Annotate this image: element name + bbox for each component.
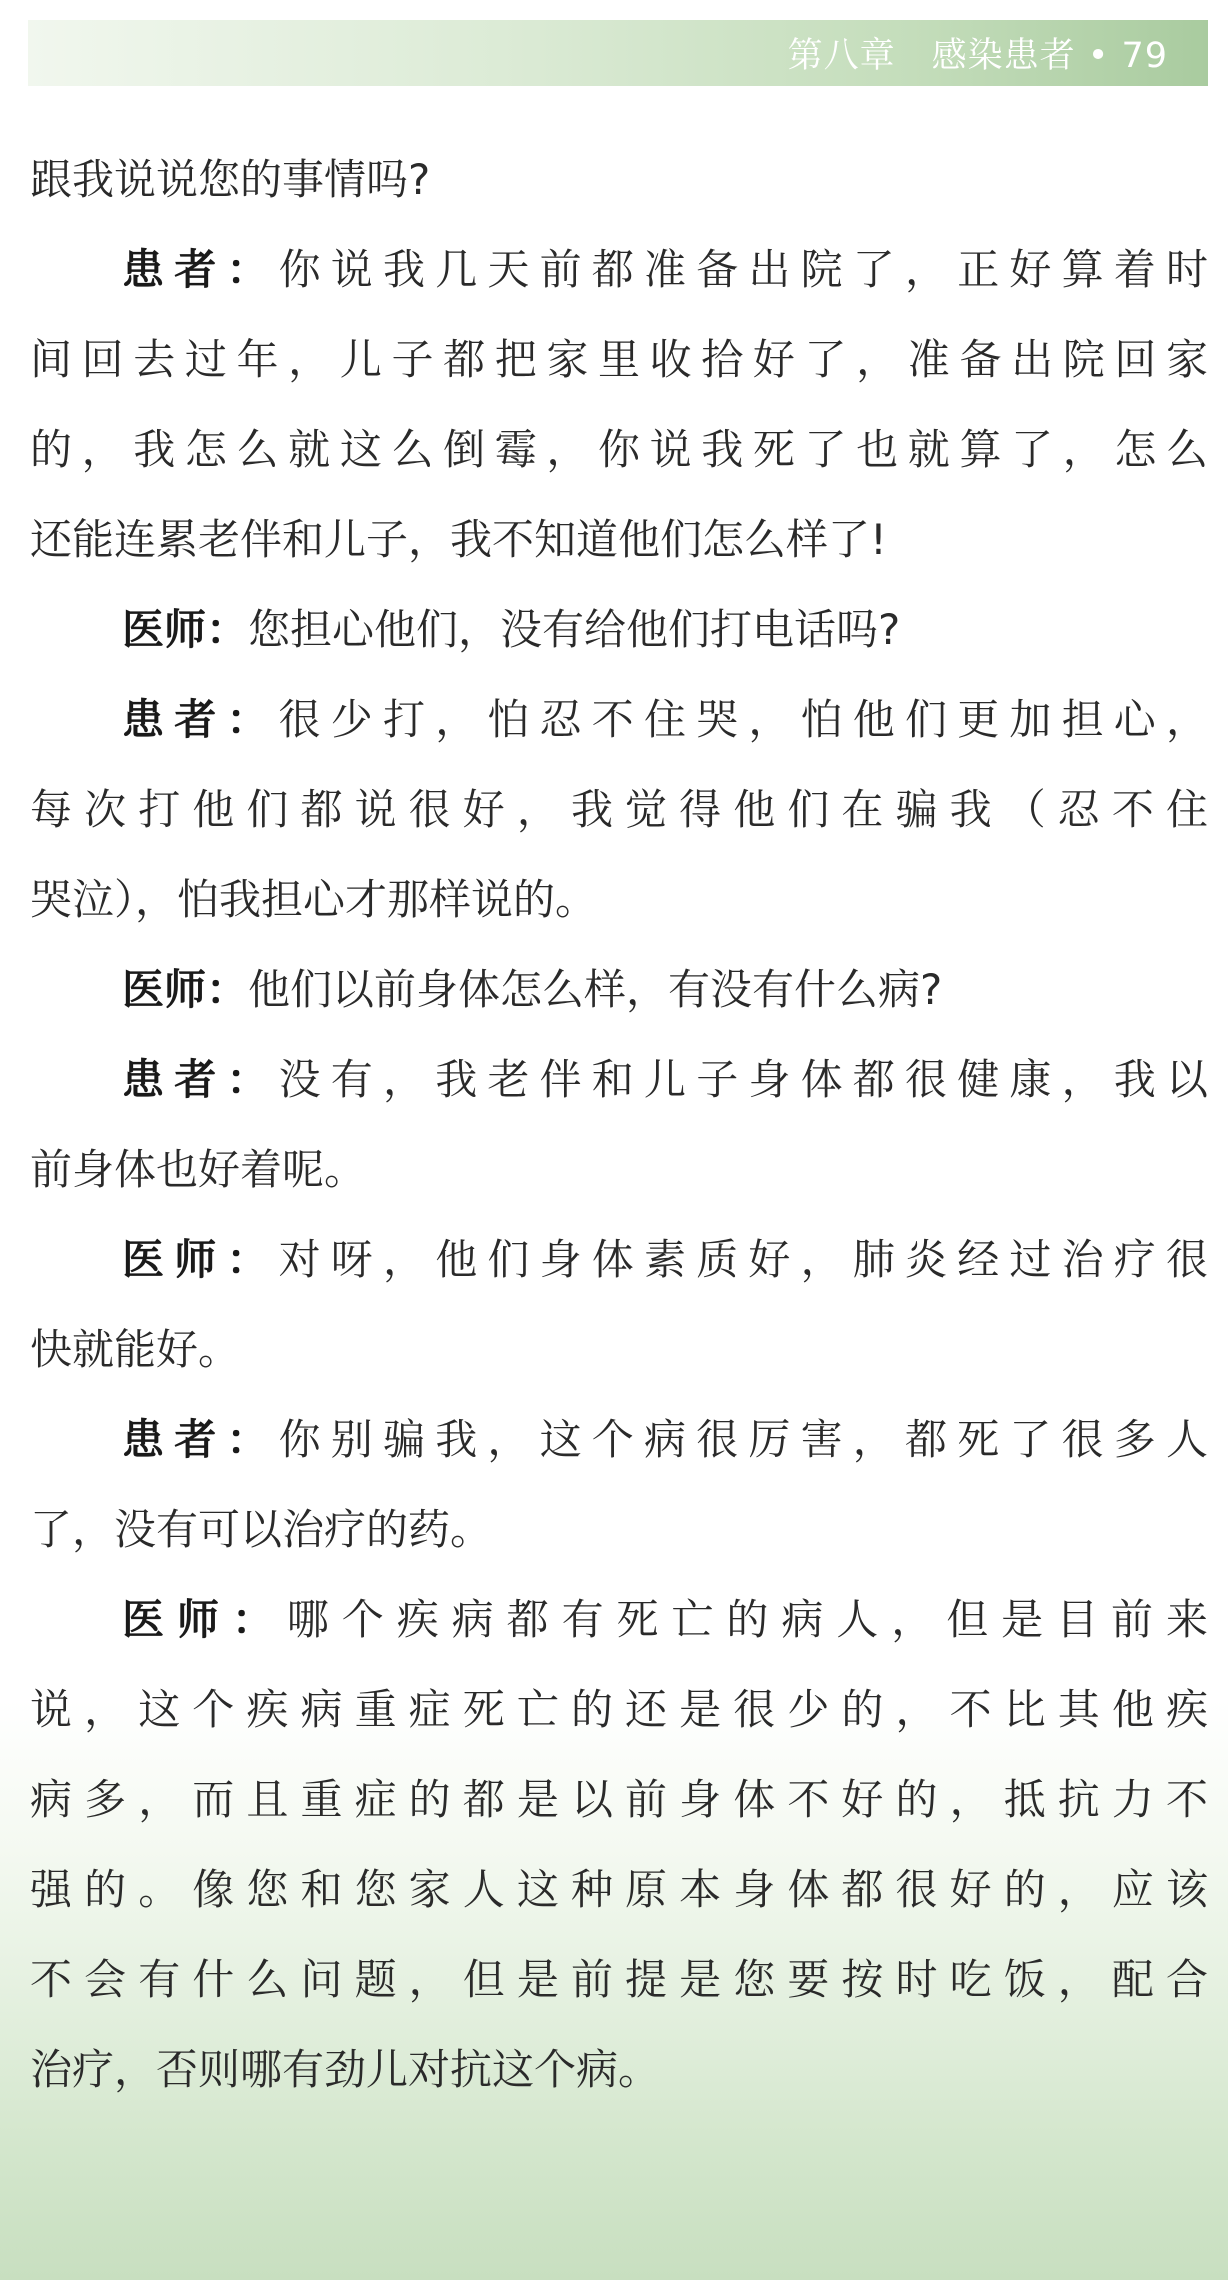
text-line [30,1935,1208,2025]
speaker-label: 医师： [122,1235,279,1284]
speaker-label: 患者： [122,1415,279,1464]
text-line [30,1845,1208,1935]
speaker-label: 医师： [122,965,249,1014]
text-line [30,2025,1208,2115]
line-text: 没有，我老伴和儿子身体都很健康，我以 [278,1055,1208,1104]
text-line [30,1575,1208,1665]
text-line [30,1755,1208,1845]
page-body [30,135,1208,2115]
line-text: 对呀，他们身体素质好，肺炎经过治疗很 [278,1235,1208,1284]
text-line [30,1305,1208,1395]
dialogue-paragraph [30,1215,1208,1395]
line-text: 每次打他们都说很好，我觉得他们在骗我（忍不住 [30,785,1208,834]
line-text: 治疗，否则哪有劲儿对抗这个病。 [30,2045,661,2094]
line-text: 病多，而且重症的都是以前身体不好的，抵抗力不 [30,1775,1208,1824]
line-text: 说，这个疾病重症死亡的还是很少的，不比其他疾 [30,1685,1208,1734]
running-header-bar [28,20,1208,86]
line-text: 的，我怎么就这么倒霉，你说我死了也就算了，怎么 [30,425,1208,474]
text-line [30,1035,1208,1125]
text-line [30,135,1208,225]
text-line [30,1395,1208,1485]
speaker-label: 患者： [122,245,279,294]
text-line [30,1485,1208,1575]
line-text: 还能连累老伴和儿子，我不知道他们怎么样了! [30,515,887,564]
running-header: 第八章 感染患者 • 79 [787,36,1168,76]
speaker-label: 医师： [122,605,249,654]
text-line [30,765,1208,855]
dialogue-paragraph [30,1035,1208,1215]
text-line [30,855,1208,945]
text-line [30,315,1208,405]
line-text: 了，没有可以治疗的药。 [30,1505,493,1554]
dialogue-paragraph [30,945,1208,1035]
line-text: 间回去过年，儿子都把家里收拾好了，准备出院回家 [30,335,1208,384]
speaker-label: 患者： [122,695,279,744]
text-line [30,225,1208,315]
text-line [30,675,1208,765]
dialogue-paragraph [30,1395,1208,1575]
text-line [30,1215,1208,1305]
dialogue-paragraph [30,675,1208,945]
line-text: 哪个疾病都有死亡的病人，但是目前来 [286,1595,1208,1644]
text-line [30,405,1208,495]
line-text: 您担心他们，没有给他们打电话吗? [248,605,901,654]
line-text: 前身体也好着呢。 [30,1145,367,1194]
dialogue-paragraph [30,585,1208,675]
speaker-label: 医师： [122,1595,287,1644]
line-text: 强的。像您和您家人这种原本身体都很好的，应该 [30,1865,1208,1914]
dialogue-paragraph [30,135,1208,225]
speaker-label: 患者： [122,1055,279,1104]
dialogue-paragraph [30,1575,1208,2115]
line-text: 不会有什么问题，但是前提是您要按时吃饭，配合 [30,1955,1208,2004]
line-text: 快就能好。 [30,1325,241,1374]
text-line [30,495,1208,585]
line-text: 你说我几天前都准备出院了，正好算着时 [278,245,1208,294]
dialogue-paragraph [30,225,1208,585]
line-text: 跟我说说您的事情吗? [30,155,431,204]
text-line [30,1665,1208,1755]
line-text: 他们以前身体怎么样，有没有什么病? [248,965,943,1014]
line-text: 你别骗我，这个病很厉害，都死了很多人 [278,1415,1208,1464]
line-text: 很少打，怕忍不住哭，怕他们更加担心， [278,695,1208,744]
text-line [30,945,1208,1035]
line-text: 哭泣），怕我担心才那样说的。 [30,875,598,924]
text-line [30,585,1208,675]
text-line [30,1125,1208,1215]
